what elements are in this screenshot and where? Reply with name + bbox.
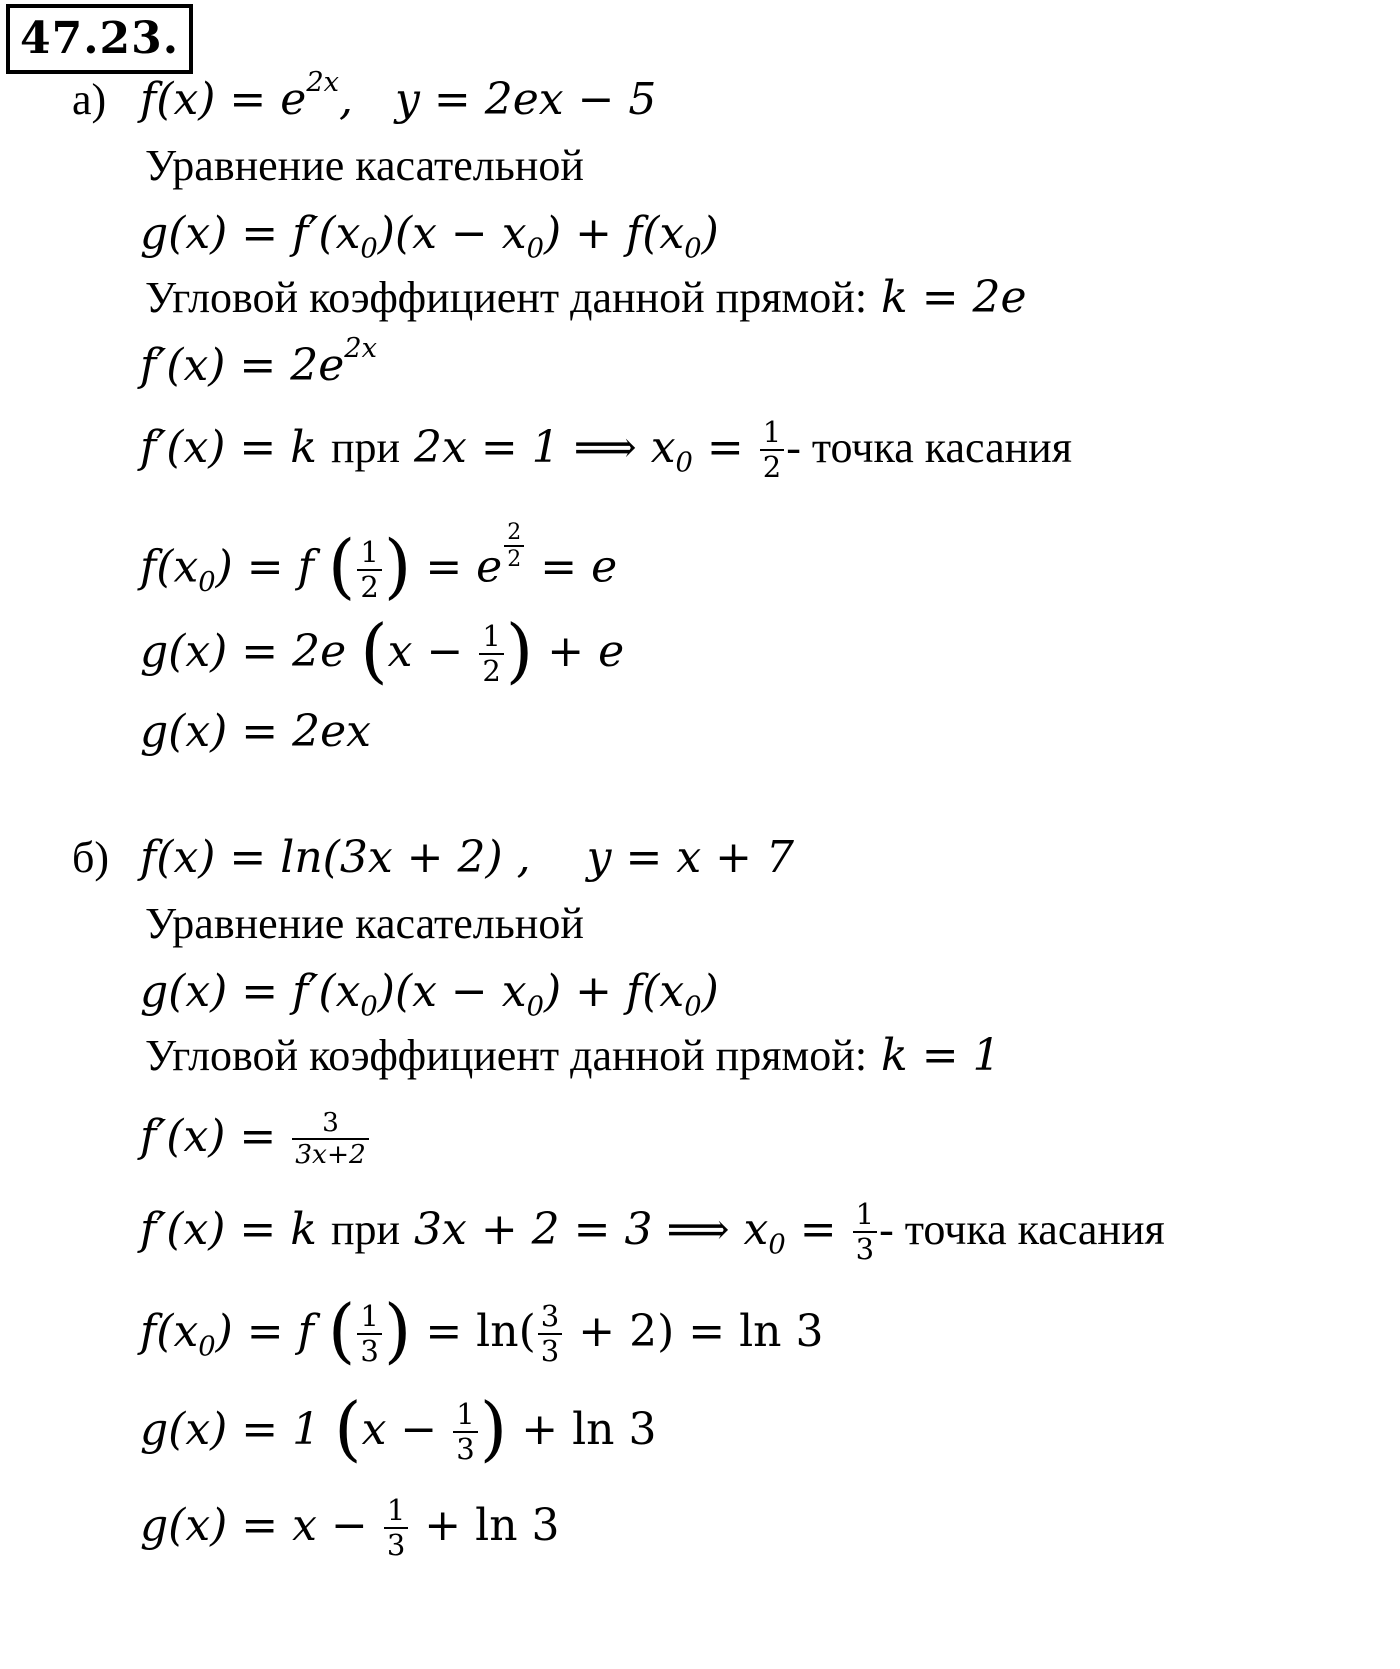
part-b-tangent-result: g(x) = x − $\frac{1}{3}$ + ln 3 [140,1493,560,1563]
part-b-tangent-title: Уравнение касательной [145,899,584,948]
part-a-function: $f(x) = e^{2x}$ [140,66,340,125]
fraction: $\frac{1}{3}$ [357,1300,381,1369]
fraction: $\frac{1}{3}$ [453,1398,477,1467]
part-a-label: а) [72,75,107,124]
fraction: $\frac{3}{3x+2}$ [292,1108,369,1171]
part-a-condition: f′(x) = k при 2x = 1 ⟹ $x_0$ = $\frac{1}{2}$ - точка касания [140,415,1072,485]
part-b-line: y = x + 7 [586,832,794,883]
part-b-f-x0: $f(x_0) = f$ ( $\frac{1}{3}$ ) = ln( $\frac{3}{3}$ + 2) = ln 3 [140,1289,824,1372]
part-a-tangent-result: g(x) = 2ex [140,706,371,757]
part-a-f-x0: $f(x_0) = f$ ( $\frac{1}{2}$ ) = e $\frac{2}{2}$ = e [140,520,618,608]
part-a-tangent-substituted: g(x) = 2e (x − $\frac{1}{2}$ ) + e [140,609,625,692]
part-a-given: $f(x) = e^{2x}$, y = 2ex − 5 [140,66,657,125]
fraction: $\frac{3}{3}$ [538,1300,562,1369]
part-a-derivative: $f'(x) = 2e^{2x}$ [140,332,378,391]
fraction: $\frac{1}{2}$ [357,536,381,605]
part-a-line: y = 2ex − 5 [395,74,657,125]
exponent-fraction: $\frac{2}{2}$ [504,520,524,573]
part-b-label: б) [72,833,110,882]
part-b-tangent-substituted: g(x) = 1 (x − $\frac{1}{3}$ ) + ln 3 [140,1387,657,1470]
part-a-tangent-formula: $g(x) = f'(x_0)(x - x_0) + f(x_0)$ [140,208,719,265]
part-a-tangent-title: Уравнение касательной [145,141,584,190]
fraction: $\frac{1}{2}$ [760,416,784,485]
part-b-given [140,830,794,886]
fraction: $\frac{1}{3}$ [853,1198,877,1267]
part-b-slope: Угловой коэффициент данной прямой: k = 1 [145,1030,1001,1081]
fraction: $\frac{1}{2}$ [479,620,503,689]
part-b-derivative: f′(x) = $\frac{3}{3x+2}$ [140,1108,371,1171]
part-b-function: f(x) = ln(3x + 2) , [140,832,531,883]
part-a-slope: Угловой коэффициент данной прямой: k = 2e [145,272,1027,323]
fraction: $\frac{1}{3}$ [384,1494,408,1563]
problem-number: 47.23. [6,4,193,74]
part-b-condition: f′(x) = k при 3x + 2 = 3 ⟹ $x_0$ = $\frac{1}{3}$ - точка касания [140,1197,1165,1267]
part-b-tangent-formula: $g(x) = f'(x_0)(x - x_0) + f(x_0)$ [140,966,719,1023]
